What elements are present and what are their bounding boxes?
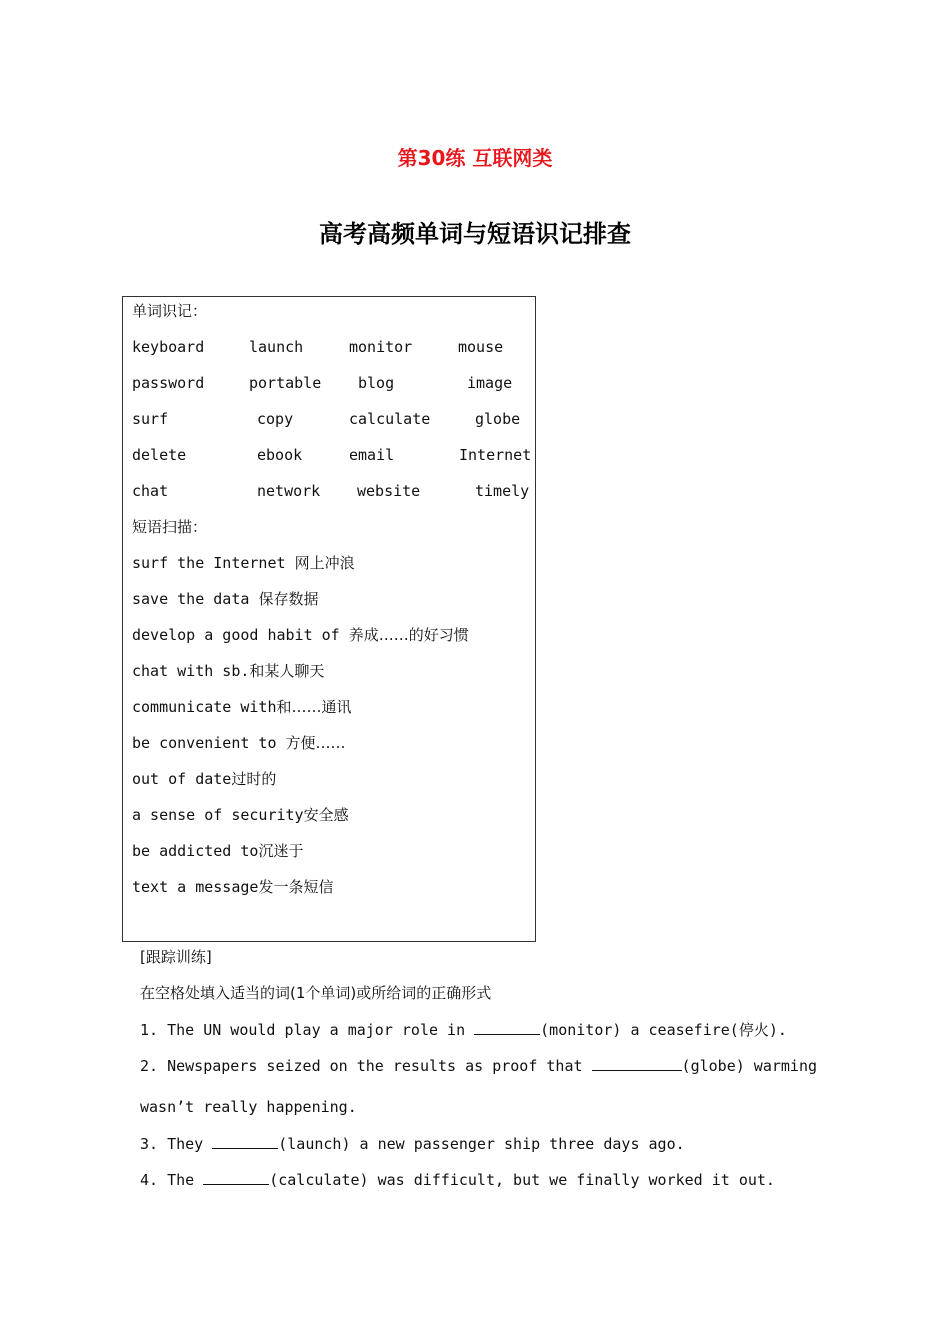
question-text: 3. They xyxy=(140,1135,213,1153)
phrase-en: develop a good habit of xyxy=(132,626,349,644)
phrase-item xyxy=(132,842,303,860)
question-1 xyxy=(140,1020,787,1039)
word-item: blog xyxy=(358,374,395,392)
word-item: monitor xyxy=(349,338,413,356)
phrase-en: communicate with xyxy=(132,698,277,716)
question-text: 1. The UN would play a major role in xyxy=(140,1021,475,1039)
word-item: globe xyxy=(475,410,521,428)
phrase-en: out of date xyxy=(132,770,232,788)
word-item: timely xyxy=(475,482,530,500)
word-item: surf xyxy=(132,410,169,428)
phrase-en: a sense of security xyxy=(132,806,304,824)
question-4 xyxy=(140,1170,775,1189)
word-item: chat xyxy=(132,482,169,500)
question-2 xyxy=(140,1056,817,1075)
phrase-en: be convenient to xyxy=(132,734,286,752)
word-item: Internet xyxy=(459,446,532,464)
phrase-cn: 方便…… xyxy=(285,734,346,752)
chapter-title: 第30练 互联网类 xyxy=(397,146,553,170)
phrase-cn: 过时的 xyxy=(231,770,277,788)
page-title: 高考高频单词与短语识记排查 xyxy=(319,220,631,248)
word-item: password xyxy=(132,374,205,392)
answer-blank[interactable] xyxy=(212,1134,278,1149)
word-item: ebook xyxy=(257,446,303,464)
phrase-item xyxy=(132,698,352,716)
exercise-instruction: 在空格处填入适当的词(1个单词)或所给词的正确形式 xyxy=(140,984,492,1002)
word-item: email xyxy=(349,446,395,464)
question-text: (monitor) a ceasefire(停火). xyxy=(540,1021,787,1039)
word-item: mouse xyxy=(458,338,504,356)
word-item: launch xyxy=(249,338,304,356)
question-3 xyxy=(140,1134,685,1153)
phrase-item xyxy=(132,626,469,644)
word-item: portable xyxy=(249,374,322,392)
phrase-en: chat with sb. xyxy=(132,662,250,680)
phrase-cn: 养成……的好习惯 xyxy=(348,626,469,644)
phrase-item xyxy=(132,590,318,608)
phrase-cn: 保存数据 xyxy=(258,590,319,608)
word-item: keyboard xyxy=(132,338,205,356)
question-2-continued: wasn’t really happening. xyxy=(140,1098,357,1116)
word-item: image xyxy=(467,374,513,392)
exercise-heading: [跟踪训练] xyxy=(140,948,212,966)
vocabulary-box xyxy=(122,296,536,942)
word-item: calculate xyxy=(349,410,431,428)
phrase-en: be addicted to xyxy=(132,842,259,860)
words-heading: 单词识记： xyxy=(132,302,208,320)
phrase-cn: 网上冲浪 xyxy=(294,554,355,572)
phrase-cn: 沉迷于 xyxy=(258,842,304,860)
question-text: (calculate) was difficult, but we finally worked it out. xyxy=(269,1171,775,1189)
answer-blank[interactable] xyxy=(592,1056,682,1071)
phrase-item xyxy=(132,806,349,824)
phrase-item xyxy=(132,662,324,680)
phrase-en: surf the Internet xyxy=(132,554,295,572)
phrase-item xyxy=(132,734,346,752)
phrase-en: save the data xyxy=(132,590,259,608)
question-text: (globe) warming xyxy=(681,1057,818,1075)
phrase-cn: 安全感 xyxy=(303,806,349,824)
phrase-item xyxy=(132,554,355,572)
phrase-en: text a message xyxy=(132,878,259,896)
phrase-item xyxy=(132,878,333,896)
answer-blank[interactable] xyxy=(474,1020,540,1035)
question-text: 2. Newspapers seized on the results as proof that xyxy=(140,1057,592,1075)
phrase-cn: 和某人聊天 xyxy=(249,662,325,680)
phrase-cn: 发一条短信 xyxy=(258,878,334,896)
question-text: (launch) a new passenger ship three days ago. xyxy=(278,1135,685,1153)
word-item: network xyxy=(257,482,321,500)
word-item: delete xyxy=(132,446,187,464)
answer-blank[interactable] xyxy=(203,1170,269,1185)
question-text: 4. The xyxy=(140,1171,204,1189)
phrases-heading: 短语扫描： xyxy=(132,518,208,536)
phrase-item xyxy=(132,770,276,788)
phrase-cn: 和……通讯 xyxy=(276,698,352,716)
word-item: website xyxy=(357,482,421,500)
word-item: copy xyxy=(257,410,294,428)
